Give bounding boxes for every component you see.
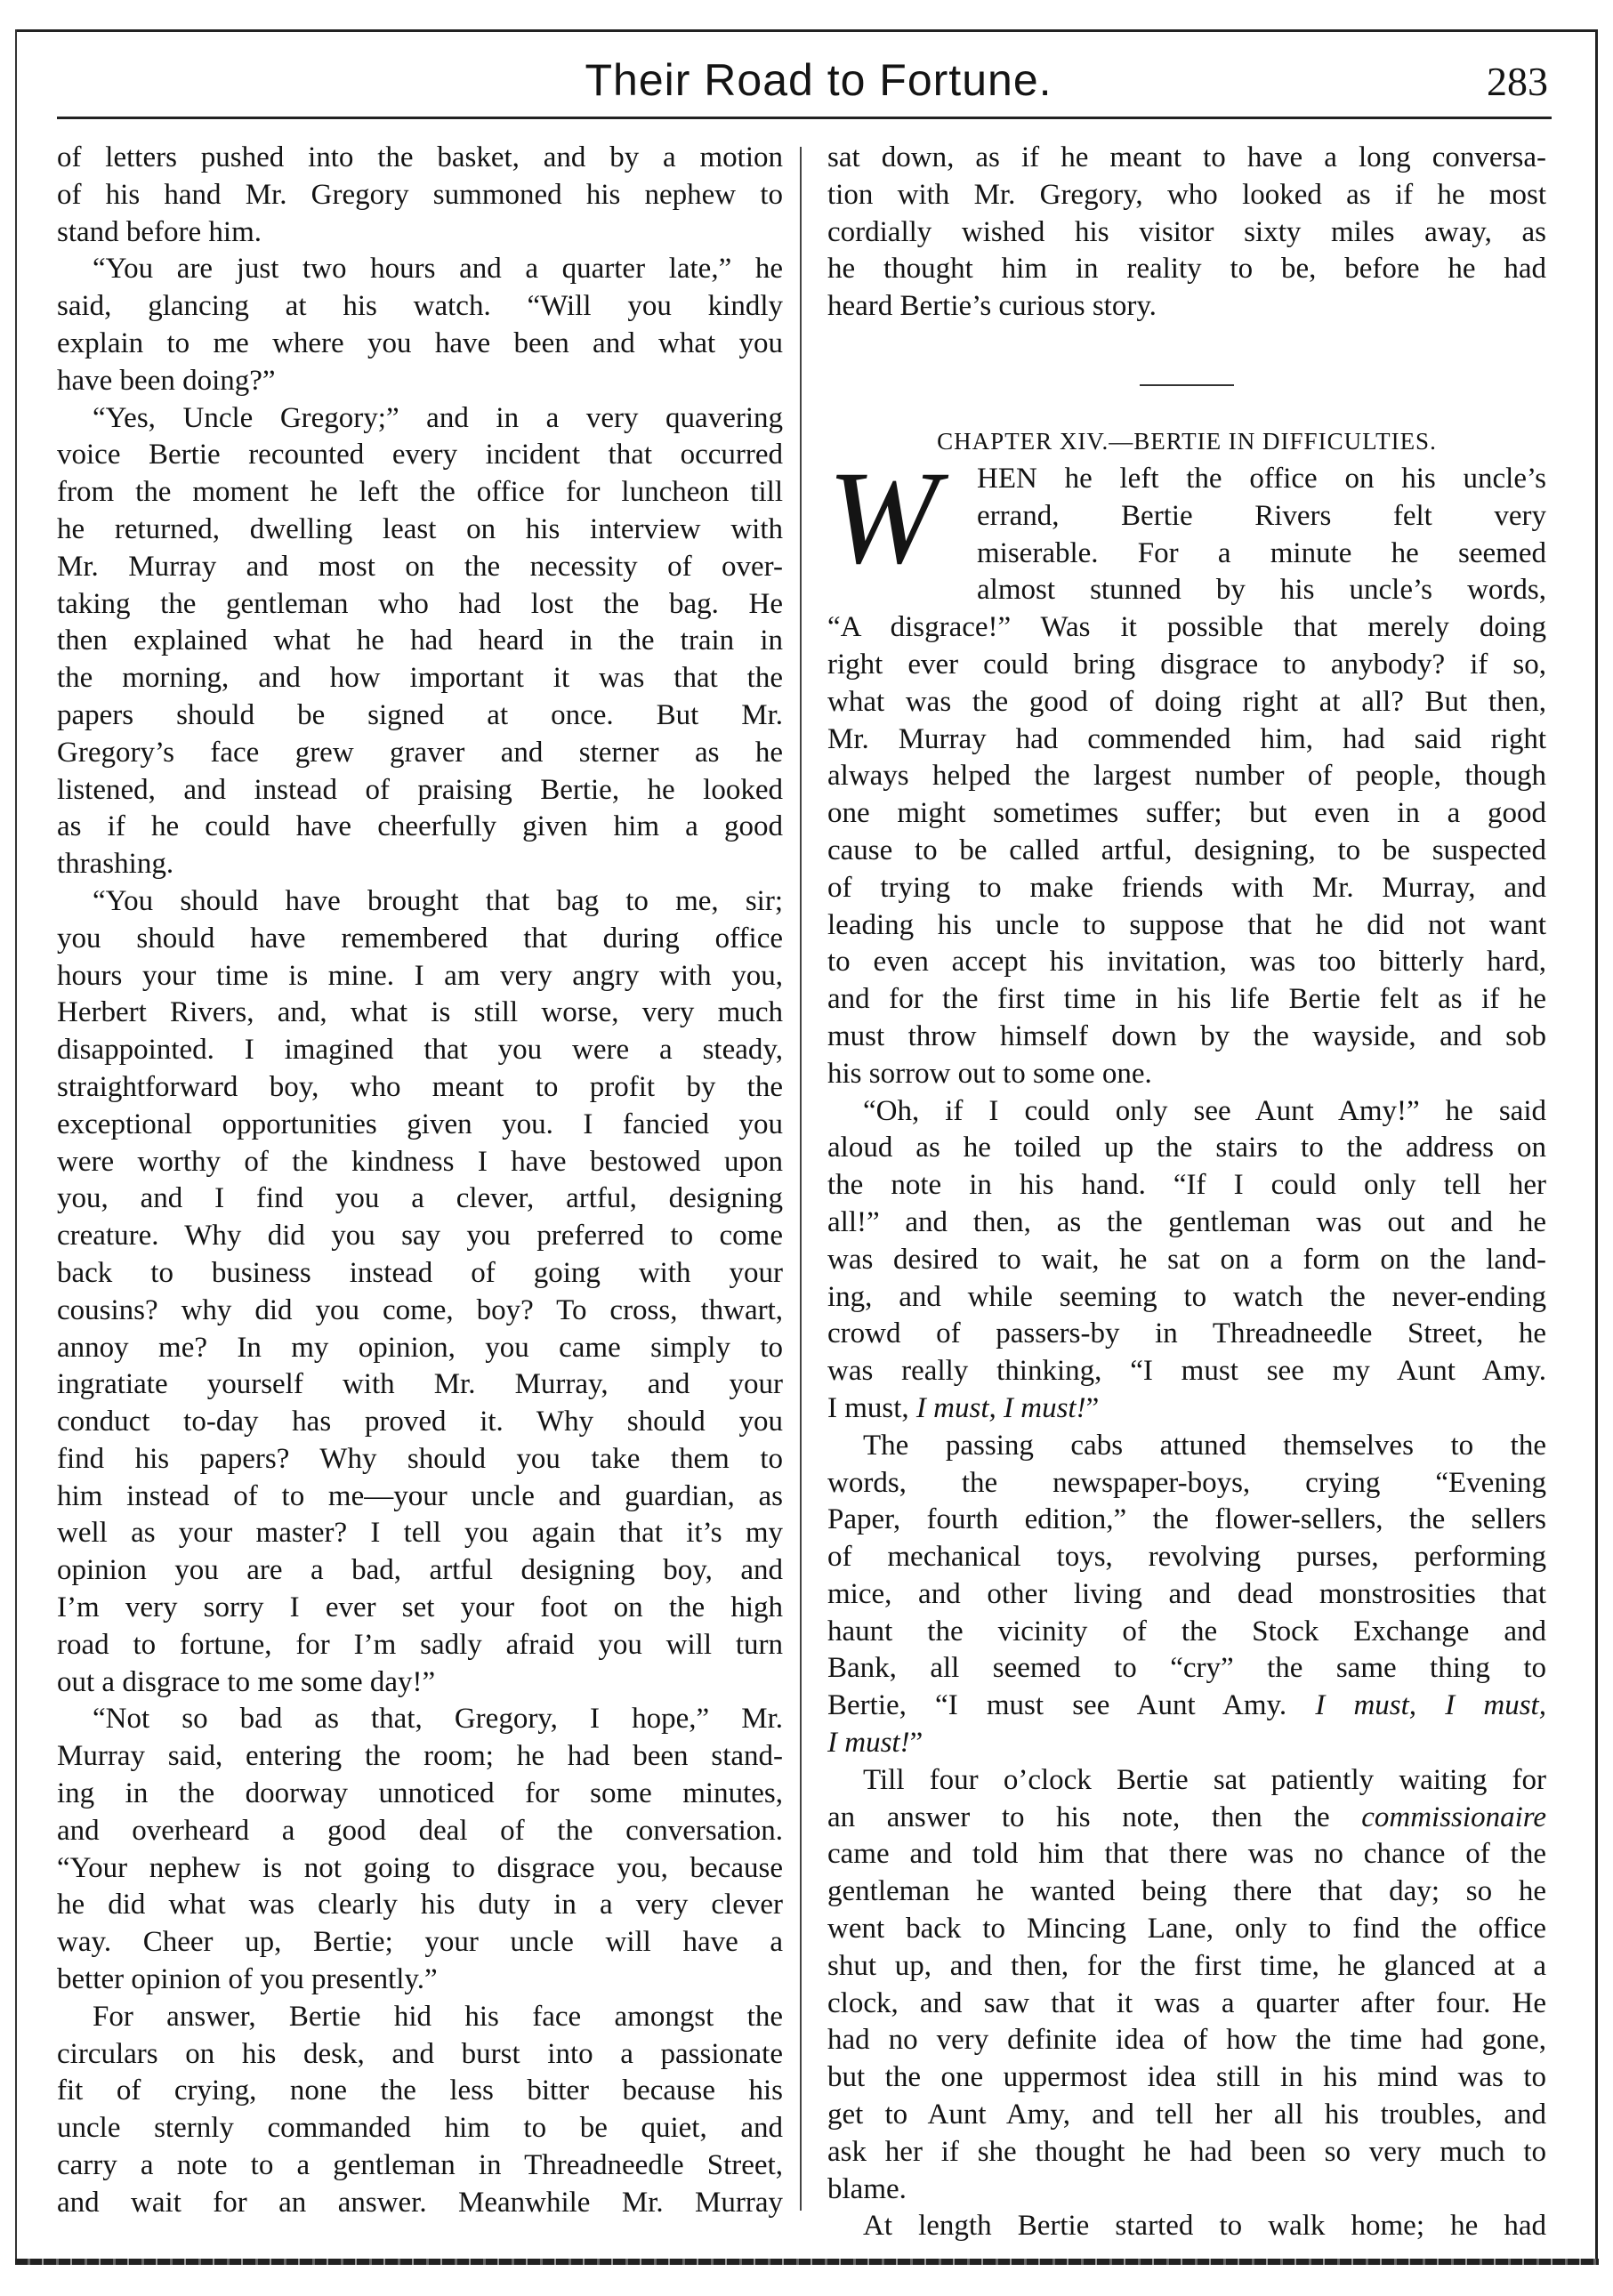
- text-line: [827, 1204, 1546, 1242]
- text-line: and wait for an answer. Meanwhile Mr. Murray: [57, 2186, 783, 2219]
- text-line: exceptional opportunities given you. I fancied you: [57, 1108, 783, 1140]
- text-line: stand before him.: [57, 215, 262, 248]
- text-segment: cause to be called artful, designing, to be suspected: [827, 834, 1546, 866]
- column-divider: [800, 147, 802, 2211]
- text-line: straightforward boy, who meant to profit by the: [57, 1070, 783, 1103]
- text-line: [827, 1167, 1546, 1204]
- text-line: you should have remembered that during office: [57, 922, 783, 955]
- text-line: back to business instead of going with your: [57, 1256, 783, 1289]
- text-line: the morning, and how important it was that the: [57, 662, 783, 695]
- text-segment: crowd of passers-by in Threadneedle Street, he: [827, 1317, 1546, 1350]
- text-segment: get to Aunt Amy, and tell her all his troubles, and: [827, 2099, 1546, 2131]
- italic-text: I must!: [827, 1727, 910, 1760]
- text-line: [827, 2097, 1546, 2134]
- text-line: [827, 1390, 1546, 1428]
- text-segment: “A disgrace!” Was it possible that merely doing: [827, 611, 1546, 644]
- text-segment: what was the good of doing right at all? But then,: [827, 685, 1546, 718]
- text-segment: must throw himself down by the wayside, and sob: [827, 1019, 1546, 1052]
- text-line: way. Cheer up, Bertie; your uncle will have a: [57, 1926, 783, 1959]
- intro-paragraph: [827, 140, 1546, 326]
- text-line: ingratiate yourself with Mr. Murray, and your: [57, 1368, 783, 1401]
- text-segment: had no very definite idea of how the time had gone,: [827, 2024, 1546, 2057]
- text-segment: was desired to wait, he sat on a form on the land-: [827, 1243, 1546, 1276]
- text-line: [827, 1093, 1546, 1131]
- text-segment: mice, and other living and dead monstrosities that: [827, 1577, 1546, 1610]
- text-segment: to even accept his invitation, was too bitterly hard,: [827, 946, 1546, 979]
- page-number: 283: [1487, 59, 1548, 104]
- text-line: [827, 1873, 1546, 1911]
- text-line: [827, 1762, 1546, 1800]
- paragraph: [57, 883, 783, 1702]
- text-line: [827, 1130, 1546, 1167]
- text-line: better opinion of you presently.”: [57, 1963, 438, 1996]
- text-segment: Paper, fourth edition,” the flower-sellers, the sellers: [827, 1503, 1546, 1536]
- drop-cap: W: [827, 443, 939, 592]
- text-line: he did what was clearly his duty in a very clever: [57, 1889, 783, 1921]
- text-line: taking the gentleman who had lost the bag. He: [57, 587, 783, 620]
- page-frame-left: [15, 29, 17, 2264]
- text-line: [827, 1948, 1546, 1986]
- text-line: [827, 1614, 1546, 1651]
- paragraph: [57, 1701, 783, 1998]
- text-segment: ask her if she thought he had been so very much to: [827, 2135, 1546, 2168]
- text-line: of his hand Mr. Gregory summoned his nephew to: [57, 178, 783, 211]
- text-line: were worthy of the kindness I have bestowed upon: [57, 1145, 783, 1178]
- text-line: [827, 1056, 1546, 1093]
- text-line: Herbert Rivers, and, what is still worse, very much: [57, 996, 783, 1029]
- text-line: annoy me? In my opinion, you came simply to: [57, 1331, 783, 1364]
- text-line: have been doing?”: [57, 364, 276, 397]
- text-segment: of mechanical toys, revolving purses, performing: [827, 1541, 1546, 1574]
- text-segment: always helped the largest number of people, though: [827, 760, 1546, 793]
- text-line: him instead of to me—your uncle and guardian, as: [57, 1479, 783, 1512]
- text-line: road to fortune, for I’m sadly afraid you will turn: [57, 1628, 783, 1661]
- text-segment: ”: [1085, 1391, 1100, 1424]
- text-segment: ”: [909, 1727, 923, 1760]
- text-line: disappointed. I imagined that you were a steady,: [57, 1034, 783, 1067]
- text-segment: shut up, and then, for the first time, he glanced at a: [827, 1949, 1546, 1982]
- text-line: miserable. For a minute he seemed: [977, 536, 1546, 569]
- text-line: circulars on his desk, and burst into a passionate: [57, 2037, 783, 2070]
- text-line: [827, 684, 1546, 721]
- chapter-body: [827, 609, 1546, 2245]
- text-segment: “Oh, if I could only see Aunt Amy!” he said: [863, 1094, 1546, 1127]
- text-segment: gentleman he wanted being there that day; so he: [827, 1875, 1546, 1908]
- text-segment: aloud as he toiled up the stairs to the address on: [827, 1132, 1546, 1164]
- paragraph: [57, 251, 783, 399]
- text-line: and overheard a good deal of the conversation.: [57, 1814, 783, 1847]
- italic-text: commissionaire: [1361, 1801, 1546, 1833]
- paragraph: [827, 1428, 1546, 1762]
- text-line: [827, 1279, 1546, 1317]
- text-line: “Not so bad as that, Gregory, I hope,” Mr.: [93, 1703, 783, 1736]
- text-segment: Bank, all seemed to “cry” the same thing to: [827, 1652, 1546, 1685]
- text-line: Murray said, entering the room; he had been stand-: [57, 1740, 783, 1773]
- right-column: [827, 140, 1546, 2245]
- text-segment: Mr. Murray had commended him, had said right: [827, 722, 1546, 755]
- text-line: ing in the doorway unnoticed for some minutes,: [57, 1777, 783, 1810]
- text-line: out a disgrace to me some day!”: [57, 1665, 436, 1698]
- text-line: [827, 1986, 1546, 2023]
- text-segment: of trying to make friends with Mr. Murray, and: [827, 871, 1546, 904]
- text-line: [827, 647, 1546, 684]
- text-segment: ing, and while seeming to watch the never-ending: [827, 1280, 1546, 1313]
- text-line: voice Bertie recounted every incident that occurred: [57, 439, 783, 471]
- text-segment: one might sometimes suffer; but even in a good: [827, 797, 1546, 830]
- chapter-opening: [827, 443, 1546, 609]
- text-line: For answer, Bertie hid his face amongst the: [93, 2000, 783, 2033]
- text-line: [827, 1428, 1546, 1465]
- text-line: well as your master? I tell you again that it’s my: [57, 1517, 783, 1550]
- text-line: he returned, dwelling least on his interview with: [57, 512, 783, 545]
- text-line: uncle sternly commanded him to be quiet, and: [57, 2112, 783, 2145]
- text-line: [827, 944, 1546, 981]
- text-line: explain to me where you have been and what you: [57, 326, 783, 359]
- text-line: [827, 609, 1546, 647]
- text-segment: all!” and then, as the gentleman was out and he: [827, 1205, 1546, 1238]
- italic-text: I must, I must,: [1315, 1689, 1546, 1722]
- text-line: [827, 795, 1546, 833]
- text-line: errand, Bertie Rivers felt very: [977, 499, 1546, 532]
- text-line: [827, 2022, 1546, 2059]
- text-line: Mr. Murray and most on the necessity of over-: [57, 550, 783, 583]
- text-line: HEN he left the office on his uncle’s: [977, 462, 1546, 495]
- text-line: hours your time is mine. I am very angry with you,: [57, 959, 783, 992]
- text-line: Gregory’s face grew graver and sterner as he: [57, 736, 783, 769]
- paragraph: [827, 2208, 1546, 2245]
- text-line: [827, 1502, 1546, 1539]
- text-line: [827, 2171, 1546, 2209]
- text-line: conduct to-day has proved it. Why should you: [57, 1406, 783, 1438]
- text-segment: and for the first time in his life Bertie felt as if he: [827, 983, 1546, 1016]
- paragraph: [57, 1999, 783, 2222]
- text-line: [827, 758, 1546, 795]
- text-line: carry a note to a gentleman in Threadneedle Street,: [57, 2149, 783, 2182]
- text-line: [827, 1725, 1546, 1762]
- text-segment: but the one uppermost idea still in his mind was to: [827, 2061, 1546, 2094]
- paragraph: [827, 1093, 1546, 1428]
- text-line: listened, and instead of praising Bertie, he looked: [57, 773, 783, 806]
- text-line: “You are just two hours and a quarter late,” he: [93, 253, 783, 286]
- text-segment: I must,: [827, 1391, 916, 1424]
- text-line: cordially wished his visitor sixty miles away, as: [827, 215, 1546, 248]
- text-line: [827, 2059, 1546, 2097]
- text-segment: an answer to his note, then the: [827, 1801, 1362, 1833]
- section-rule: [1140, 384, 1234, 386]
- text-line: [827, 1911, 1546, 1948]
- paragraph: [827, 609, 1546, 1092]
- text-line: creature. Why did you say you preferred to come: [57, 1220, 783, 1253]
- text-line: papers should be signed at once. But Mr.: [57, 698, 783, 731]
- text-line: opinion you are a bad, artful designing boy, and: [57, 1554, 783, 1587]
- text-line: [827, 1688, 1546, 1725]
- text-line: from the moment he left the office for luncheon till: [57, 476, 783, 509]
- text-segment: his sorrow out to some one.: [827, 1057, 1152, 1090]
- text-segment: Till four o’clock Bertie sat patiently waiting for: [863, 1763, 1546, 1796]
- paragraph: [57, 400, 783, 883]
- text-segment: At length Bertie started to walk home; he had: [863, 2210, 1546, 2243]
- text-line: “You should have brought that bag to me, sir;: [93, 884, 783, 917]
- text-line: said, glancing at his watch. “Will you kindly: [57, 290, 783, 323]
- page-frame-right: [1595, 29, 1598, 2264]
- text-line: [827, 721, 1546, 759]
- paragraph: [827, 1762, 1546, 2209]
- text-line: then explained what he had heard in the train in: [57, 624, 783, 657]
- header-rule: [57, 117, 1552, 119]
- text-line: [827, 833, 1546, 870]
- text-line: [827, 1576, 1546, 1614]
- page-frame-bottom: [15, 2259, 1599, 2265]
- text-line: [827, 870, 1546, 907]
- paragraph: [57, 140, 783, 251]
- text-line: [827, 907, 1546, 945]
- text-segment: words, the newspaper-boys, crying “Evening: [827, 1466, 1546, 1499]
- text-line: you, and I find you a clever, artful, designing: [57, 1182, 783, 1215]
- text-line: find his papers? Why should you take them to: [57, 1442, 783, 1475]
- text-segment: was really thinking, “I must see my Aunt Amy.: [827, 1355, 1546, 1388]
- text-line: heard Bertie’s curious story.: [827, 290, 1157, 323]
- text-segment: went back to Mincing Lane, only to find the office: [827, 1913, 1546, 1946]
- text-line: thrashing.: [57, 848, 174, 881]
- chapter-heading: CHAPTER XIV.—BERTIE IN DIFFICULTIES.: [937, 427, 1437, 455]
- page-frame-top: [15, 29, 1597, 32]
- text-line: cousins? why did you come, boy? To cross, thwart,: [57, 1293, 783, 1326]
- text-line: [827, 1465, 1546, 1502]
- text-line: [827, 1316, 1546, 1353]
- text-line: [827, 2134, 1546, 2171]
- text-segment: The passing cabs attuned themselves to the: [863, 1429, 1546, 1462]
- text-line: of letters pushed into the basket, and by a motion: [57, 141, 783, 173]
- italic-text: I must, I must!: [915, 1391, 1086, 1424]
- text-line: sat down, as if he meant to have a long conversa-: [827, 141, 1546, 173]
- running-title: Their Road to Fortune.: [585, 55, 1052, 105]
- text-line: [827, 1650, 1546, 1688]
- text-segment: haunt the vicinity of the Stock Exchange and: [827, 1615, 1546, 1647]
- text-line: [827, 2208, 1546, 2245]
- text-line: I’m very sorry I ever set your foot on the high: [57, 1591, 783, 1624]
- text-line: as if he could have cheerfully given him a good: [57, 810, 783, 843]
- text-segment: right ever could bring disgrace to anybody? if so,: [827, 648, 1546, 681]
- text-segment: blame.: [827, 2172, 907, 2205]
- text-segment: came and told him that there was no chance of the: [827, 1838, 1546, 1871]
- text-segment: the note in his hand. “If I could only tell her: [827, 1169, 1546, 1202]
- text-line: [827, 1836, 1546, 1873]
- text-line: [827, 1353, 1546, 1390]
- text-line: “Your nephew is not going to disgrace you, because: [57, 1851, 783, 1884]
- text-line: [827, 1800, 1546, 1837]
- text-line: [827, 1019, 1546, 1056]
- left-column: [57, 140, 783, 2222]
- text-segment: clock, and saw that it was a quarter after four. He: [827, 1986, 1546, 2019]
- text-segment: leading his uncle to suppose that he did not want: [827, 908, 1546, 941]
- text-segment: Bertie, “I must see Aunt Amy.: [827, 1689, 1316, 1722]
- text-line: tion with Mr. Gregory, who looked as if he most: [827, 178, 1546, 211]
- text-line: fit of crying, none the less bitter because his: [57, 2074, 783, 2107]
- text-line: almost stunned by his uncle’s words,: [977, 574, 1546, 607]
- text-line: he thought him in reality to be, before he had: [827, 253, 1546, 286]
- text-line: [827, 981, 1546, 1019]
- text-line: “Yes, Uncle Gregory;” and in a very quavering: [93, 401, 783, 434]
- text-line: [827, 1539, 1546, 1576]
- text-line: [827, 1242, 1546, 1279]
